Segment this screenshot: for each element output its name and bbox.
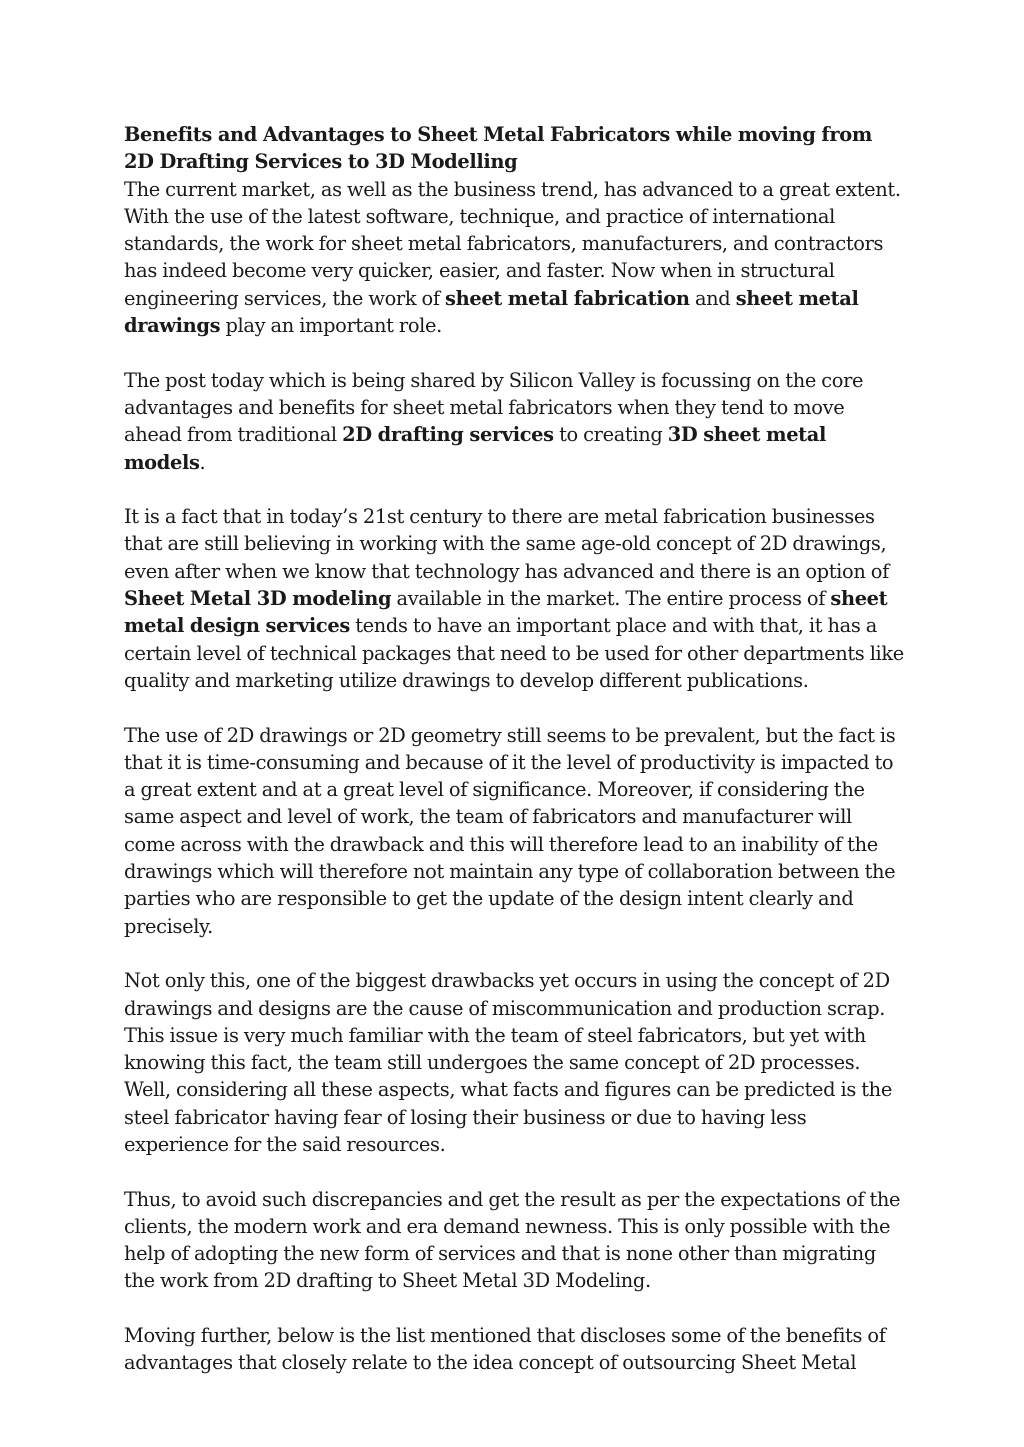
paragraph-2 [124, 367, 904, 476]
paragraph-4: The use of 2D drawings or 2D geometry still seems to be prevalent, but the fact is that it is time-consuming and because of it the level of productivity is impacted to a great extent and at a great level of significance. Moreover, if considering the same aspect and level of work, the team of fabricators and manufacturer will come across with the drawback and this will therefore lead to an inability of the drawings which will therefore not maintain any type of collaboration between the parties who are responsible to get the update of the design intent clearly and precisely. [124, 723, 896, 938]
bold-term-sheet-metal-fabrication: sheet metal fabrication [445, 286, 690, 310]
document-title: Benefits and Advantages to Sheet Metal Fabricators while moving from 2D Drafting Services to 3D Modelling [124, 123, 873, 174]
bold-term-sheet-metal-drawings: sheet metal drawings [124, 286, 859, 338]
paragraph-2-text-2: to creating [553, 423, 668, 447]
paragraph-3-text-3: tends to have an important place and with that, it has a certain level of technical packages that need to be used for other departments like quality and marketing utilize drawings to develop different publications. [124, 614, 904, 692]
paragraph-5: Not only this, one of the biggest drawbacks yet occurs in using the concept of 2D drawings and designs are the cause of miscommunication and production scrap. This issue is very much familiar with the team of steel fabricators, but yet with knowing this fact, the team still undergoes the same concept of 2D processes. Well, considering all these aspects, what facts and figures can be predicted is the steel fabricator having fear of losing their business or due to having less experience for the said resources. [124, 969, 892, 1156]
paragraph-1-text-2: and [689, 286, 736, 310]
bold-term-2d-drafting-services: 2D drafting services [342, 423, 554, 447]
paragraph-3-text-2: available in the market. The entire process of [391, 587, 831, 611]
document-page [124, 121, 904, 1404]
paragraph-7: Moving further, below is the list mentioned that discloses some of the benefits of advantages that closely relate to the idea concept of outsourcing Sheet Metal [124, 1324, 886, 1375]
paragraph-6: Thus, to avoid such discrepancies and get the result as per the expectations of the clients, the modern work and era demand newness. This is only possible with the help of adopting the new form of services and that is none other than migrating the work from 2D drafting to Sheet Metal 3D Modeling. [124, 1187, 901, 1293]
paragraph-1-text-1: The current market, as well as the business trend, has advanced to a great extent. With the use of the latest software, technique, and practice of international standards, the work for sheet metal fabricators, manufacturers, and contractors has indeed become very quicker, easier, and faster. Now when in structural engineering services, the work of [124, 177, 901, 310]
bold-term-sheet-metal-design-services: sheet metal design services [124, 587, 888, 638]
paragraph-3 [124, 503, 904, 694]
paragraph-3-text-1: It is a fact that in today’s 21st century to there are metal fabrication businesses that are still believing in working with the same age-old concept of 2D drawings, even after when we know that technology has advanced and there is an option of [124, 505, 889, 583]
bold-term-sheet-metal-3d-modeling: Sheet Metal 3D modeling [124, 587, 392, 611]
paragraph-2-text-1: The post today which is being shared by Silicon Valley is focussing on the core advantages and benefits for sheet metal fabricators when they tend to move ahead from traditional [124, 368, 864, 447]
bold-term-3d-sheet-metal-models: 3D sheet metal models [124, 423, 827, 474]
paragraph-1-text-3: play an important role. [220, 314, 442, 338]
paragraph-1 [124, 176, 904, 340]
paragraph-2-text-3: . [199, 450, 206, 474]
